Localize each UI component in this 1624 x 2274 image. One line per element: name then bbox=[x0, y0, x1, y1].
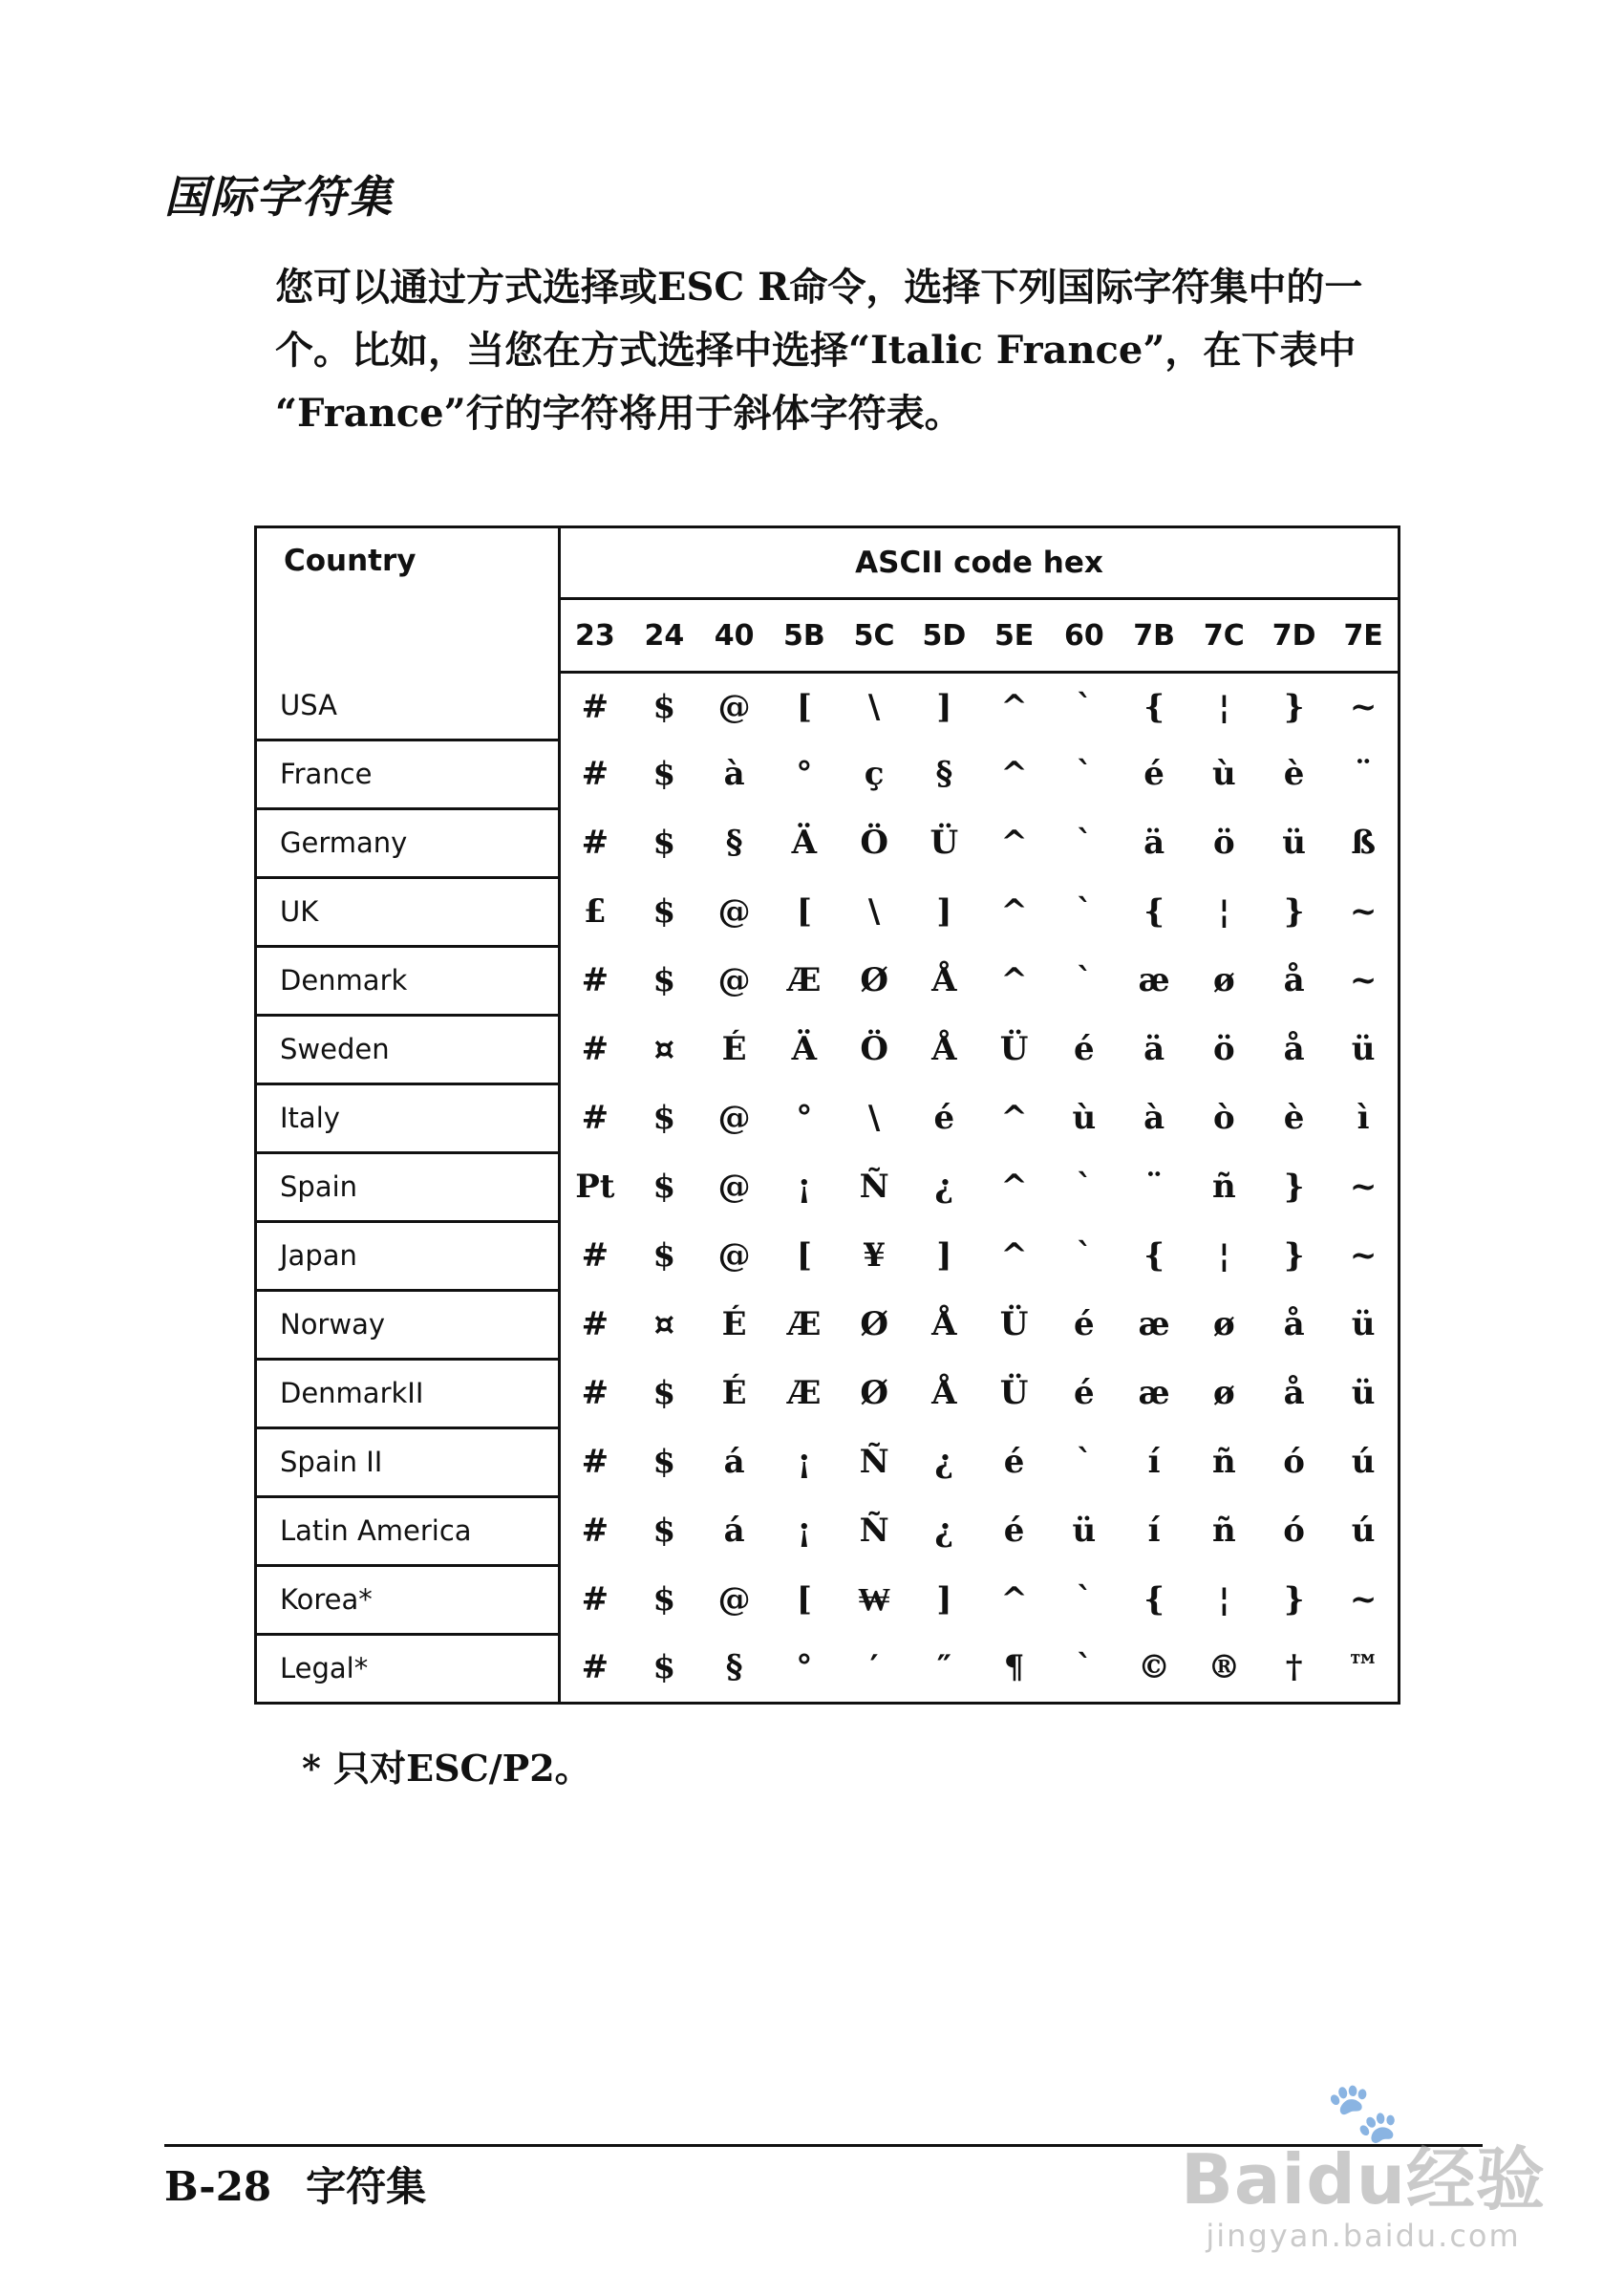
char-cell: ₩ bbox=[858, 1580, 891, 1619]
char-cell: ñ bbox=[1212, 1512, 1236, 1550]
char-cell: £ bbox=[584, 892, 607, 931]
char-cell: } bbox=[1283, 892, 1305, 931]
char-cell: [ bbox=[796, 1236, 812, 1275]
char-cell: ` bbox=[1076, 892, 1093, 931]
char-cell: é bbox=[1003, 1443, 1025, 1481]
char-cell: # bbox=[581, 1443, 609, 1481]
char-cell: ¤ bbox=[653, 1030, 675, 1068]
char-cell: } bbox=[1283, 1236, 1305, 1275]
char-cell: ù bbox=[1212, 755, 1236, 793]
char-cell: ¨ bbox=[1145, 1168, 1163, 1206]
watermark-url: jingyan.baidu.com bbox=[1206, 2218, 1521, 2254]
char-cell: [ bbox=[796, 892, 812, 931]
char-cell: ` bbox=[1076, 1443, 1093, 1481]
char-cell: § bbox=[725, 1648, 743, 1687]
char-cell: ] bbox=[936, 1236, 952, 1275]
char-cell: é bbox=[1074, 1305, 1095, 1343]
char-cell: ¿ bbox=[934, 1443, 954, 1481]
char-cell: # bbox=[581, 755, 609, 793]
hex-code-header: 7D bbox=[1259, 599, 1329, 673]
char-cell: Æ bbox=[787, 1305, 822, 1343]
page-number: B-28 bbox=[164, 2163, 272, 2210]
hex-code-header: 23 bbox=[560, 599, 630, 673]
table-row bbox=[256, 1496, 1400, 1565]
char-cell: ° bbox=[796, 755, 813, 793]
char-cell: ø bbox=[1213, 961, 1235, 999]
country-cell: DenmarkII bbox=[256, 1359, 560, 1427]
char-cell: ^ bbox=[1000, 892, 1028, 931]
table-row bbox=[256, 1290, 1400, 1359]
hex-code-header: 7C bbox=[1189, 599, 1259, 673]
intro-line: 个。比如，当您在方式选择中选择“Italic France”，在下表中 bbox=[275, 328, 1357, 373]
char-cell: \ bbox=[867, 1099, 881, 1137]
char-cell: @ bbox=[717, 1580, 751, 1619]
table-row bbox=[256, 877, 1400, 946]
char-cell: ` bbox=[1076, 1580, 1093, 1619]
char-cell: # bbox=[581, 1580, 609, 1619]
section-heading: 国际字符集 bbox=[164, 171, 394, 223]
char-cell: ¡ bbox=[797, 1443, 812, 1481]
country-cell: Spain bbox=[256, 1152, 560, 1221]
char-cell: \ bbox=[867, 687, 881, 726]
char-cell: å bbox=[1283, 1374, 1305, 1412]
char-cell: É bbox=[721, 1305, 747, 1343]
char-cell: $ bbox=[652, 755, 676, 793]
char-cell: [ bbox=[796, 1580, 812, 1619]
char-cell: ` bbox=[1076, 1236, 1093, 1275]
char-cell: æ bbox=[1138, 1374, 1170, 1412]
char-cell: ′ bbox=[869, 1648, 879, 1687]
char-cell: # bbox=[581, 1374, 609, 1412]
watermark-brand: Baidu经验 bbox=[1181, 2139, 1546, 2220]
char-cell: ø bbox=[1213, 1374, 1235, 1412]
char-cell: Ü bbox=[999, 1374, 1029, 1412]
char-cell: é bbox=[1003, 1512, 1025, 1550]
table-row bbox=[256, 1565, 1400, 1634]
char-cell: $ bbox=[652, 1374, 676, 1412]
table-row bbox=[256, 1221, 1400, 1290]
char-cell: É bbox=[721, 1030, 747, 1068]
char-cell: í bbox=[1147, 1512, 1161, 1550]
char-cell: Æ bbox=[787, 961, 822, 999]
char-cell: ~ bbox=[1349, 1236, 1378, 1275]
country-cell: Germany bbox=[256, 808, 560, 877]
char-cell: Å bbox=[931, 1374, 957, 1412]
char-cell: ú bbox=[1351, 1512, 1376, 1550]
char-cell: † bbox=[1285, 1648, 1303, 1687]
char-cell: $ bbox=[652, 1236, 676, 1275]
char-cell: } bbox=[1283, 687, 1305, 726]
char-cell: ø bbox=[1213, 1305, 1235, 1343]
char-cell: á bbox=[723, 1512, 745, 1550]
char-cell: ^ bbox=[1000, 824, 1028, 862]
char-cell: ü bbox=[1351, 1374, 1376, 1412]
table-row bbox=[256, 1359, 1400, 1427]
char-cell: $ bbox=[652, 961, 676, 999]
char-cell: Ñ bbox=[859, 1512, 889, 1550]
char-cell: Ñ bbox=[859, 1168, 889, 1206]
char-cell: æ bbox=[1138, 1305, 1170, 1343]
country-cell: Japan bbox=[256, 1221, 560, 1290]
char-cell: $ bbox=[652, 1580, 676, 1619]
char-cell: æ bbox=[1138, 961, 1170, 999]
intro-paragraph bbox=[275, 256, 1507, 445]
char-cell: ^ bbox=[1000, 1099, 1028, 1137]
char-cell: [ bbox=[796, 687, 812, 726]
country-cell: Norway bbox=[256, 1290, 560, 1359]
char-cell: ^ bbox=[1000, 1168, 1028, 1206]
char-cell: ¿ bbox=[934, 1168, 954, 1206]
country-cell: UK bbox=[256, 877, 560, 946]
char-cell: § bbox=[725, 824, 743, 862]
char-cell: Ä bbox=[791, 1030, 818, 1068]
char-cell: ` bbox=[1076, 687, 1093, 726]
char-cell: é bbox=[1074, 1030, 1095, 1068]
char-cell: ^ bbox=[1000, 755, 1028, 793]
char-cell: @ bbox=[717, 961, 751, 999]
char-cell: Ä bbox=[791, 824, 818, 862]
char-cell: í bbox=[1147, 1443, 1161, 1481]
char-cell: ^ bbox=[1000, 961, 1028, 999]
char-cell: ä bbox=[1143, 1030, 1165, 1068]
hex-code-header: 40 bbox=[699, 599, 769, 673]
char-cell: ¦ bbox=[1218, 1236, 1230, 1275]
char-cell: ~ bbox=[1349, 961, 1378, 999]
char-cell: # bbox=[581, 1099, 609, 1137]
char-cell: ü bbox=[1282, 824, 1306, 862]
hex-code-header: 24 bbox=[630, 599, 699, 673]
char-cell: è bbox=[1283, 755, 1305, 793]
char-cell: Pt bbox=[575, 1168, 615, 1206]
char-cell: á bbox=[723, 1443, 745, 1481]
country-column-header: Country bbox=[256, 527, 560, 673]
char-cell: # bbox=[581, 1030, 609, 1068]
char-cell: ` bbox=[1076, 961, 1093, 999]
char-cell: å bbox=[1283, 1305, 1305, 1343]
char-cell: $ bbox=[652, 1512, 676, 1550]
table-row bbox=[256, 1634, 1400, 1703]
char-cell: $ bbox=[652, 824, 676, 862]
char-cell: ¶ bbox=[1003, 1648, 1025, 1687]
char-cell: § bbox=[935, 755, 953, 793]
hex-code-header: 60 bbox=[1049, 599, 1119, 673]
char-cell: ~ bbox=[1349, 1168, 1378, 1206]
char-cell: @ bbox=[717, 1168, 751, 1206]
char-cell: ¦ bbox=[1218, 1580, 1230, 1619]
char-cell: } bbox=[1283, 1168, 1305, 1206]
char-cell: Å bbox=[931, 1030, 957, 1068]
char-cell: # bbox=[581, 1236, 609, 1275]
char-cell: Ü bbox=[930, 824, 959, 862]
char-cell: à bbox=[723, 755, 745, 793]
char-cell: Ü bbox=[999, 1305, 1029, 1343]
country-cell: Denmark bbox=[256, 946, 560, 1015]
char-cell: ¦ bbox=[1218, 687, 1230, 726]
country-cell: Korea* bbox=[256, 1565, 560, 1634]
char-cell: ¥ bbox=[863, 1236, 886, 1275]
country-cell: Sweden bbox=[256, 1015, 560, 1083]
char-cell: } bbox=[1283, 1580, 1305, 1619]
char-cell: å bbox=[1283, 961, 1305, 999]
char-cell: # bbox=[581, 1648, 609, 1687]
char-cell: ü bbox=[1072, 1512, 1097, 1550]
country-cell: Legal* bbox=[256, 1634, 560, 1703]
intro-line: “France”行的字符将用于斜体字符表。 bbox=[275, 391, 963, 436]
char-cell: # bbox=[581, 961, 609, 999]
paw-icon: 🐾 bbox=[1326, 2077, 1400, 2147]
char-cell: Ö bbox=[860, 1030, 888, 1068]
intro-line: 您可以通过方式选择或ESC R命令，选择下列国际字符集中的一 bbox=[275, 265, 1363, 310]
char-cell: ` bbox=[1076, 755, 1093, 793]
char-cell: $ bbox=[652, 1168, 676, 1206]
char-cell: $ bbox=[652, 1443, 676, 1481]
char-cell: ö bbox=[1213, 1030, 1235, 1068]
char-cell: à bbox=[1143, 1099, 1165, 1137]
hex-code-header: 5B bbox=[769, 599, 839, 673]
country-cell: Spain II bbox=[256, 1427, 560, 1496]
char-cell: é bbox=[1074, 1374, 1095, 1412]
char-cell: ß bbox=[1351, 824, 1377, 862]
char-cell: ° bbox=[796, 1099, 813, 1137]
hex-code-header: 5E bbox=[979, 599, 1049, 673]
char-cell: Ø bbox=[860, 1305, 888, 1343]
char-cell: ® bbox=[1207, 1648, 1241, 1687]
char-cell: $ bbox=[652, 687, 676, 726]
char-cell: @ bbox=[717, 1099, 751, 1137]
hex-code-header: 7E bbox=[1329, 599, 1399, 673]
char-cell: ó bbox=[1283, 1512, 1305, 1550]
char-cell: ¦ bbox=[1218, 892, 1230, 931]
char-cell: ü bbox=[1351, 1030, 1376, 1068]
char-cell: ™ bbox=[1347, 1648, 1380, 1687]
char-cell: ^ bbox=[1000, 1236, 1028, 1275]
char-cell: ì bbox=[1357, 1099, 1370, 1137]
char-cell: ] bbox=[936, 1580, 952, 1619]
char-cell: É bbox=[721, 1374, 747, 1412]
char-cell: Ü bbox=[999, 1030, 1029, 1068]
country-cell: France bbox=[256, 740, 560, 808]
baidu-watermark bbox=[1181, 2077, 1546, 2255]
char-cell: Å bbox=[931, 961, 957, 999]
char-cell: ñ bbox=[1212, 1168, 1236, 1206]
char-cell: ~ bbox=[1349, 892, 1378, 931]
char-cell: ^ bbox=[1000, 687, 1028, 726]
table-row bbox=[256, 1427, 1400, 1496]
char-cell: ú bbox=[1351, 1443, 1376, 1481]
char-cell: { bbox=[1143, 1580, 1165, 1619]
char-cell: Ø bbox=[860, 1374, 888, 1412]
char-cell: ] bbox=[936, 892, 952, 931]
char-cell: ù bbox=[1072, 1099, 1097, 1137]
page-footer bbox=[164, 2156, 426, 2213]
char-cell: ò bbox=[1213, 1099, 1235, 1137]
table-row bbox=[256, 1152, 1400, 1221]
char-cell: \ bbox=[867, 892, 881, 931]
char-cell: # bbox=[581, 824, 609, 862]
char-cell: ~ bbox=[1349, 1580, 1378, 1619]
char-cell: é bbox=[1143, 755, 1165, 793]
char-cell: ó bbox=[1283, 1443, 1305, 1481]
char-cell: Å bbox=[931, 1305, 957, 1343]
char-cell: $ bbox=[652, 892, 676, 931]
char-cell: ] bbox=[936, 687, 952, 726]
table-row bbox=[256, 1015, 1400, 1083]
char-cell: Ø bbox=[860, 961, 888, 999]
char-cell: è bbox=[1283, 1099, 1305, 1137]
char-cell: ^ bbox=[1000, 1580, 1028, 1619]
char-cell: { bbox=[1143, 687, 1165, 726]
table-row bbox=[256, 740, 1400, 808]
char-cell: ç bbox=[864, 755, 885, 793]
char-cell: { bbox=[1143, 892, 1165, 931]
char-cell: ¿ bbox=[934, 1512, 954, 1550]
footnote: * 只对ESC/P2。 bbox=[302, 1747, 591, 1790]
char-cell: ″ bbox=[936, 1648, 951, 1687]
char-cell: © bbox=[1138, 1648, 1171, 1687]
char-cell: Æ bbox=[787, 1374, 822, 1412]
ascii-code-header: ASCII code hex bbox=[560, 527, 1400, 599]
char-cell: Ö bbox=[860, 824, 888, 862]
char-cell: Ñ bbox=[859, 1443, 889, 1481]
table-row bbox=[256, 673, 1400, 740]
char-cell: ` bbox=[1076, 824, 1093, 862]
char-cell: ¨ bbox=[1355, 755, 1372, 793]
hex-code-header: 5D bbox=[909, 599, 979, 673]
char-cell: é bbox=[933, 1099, 955, 1137]
char-cell: @ bbox=[717, 687, 751, 726]
char-cell: $ bbox=[652, 1648, 676, 1687]
hex-code-header: 5C bbox=[840, 599, 909, 673]
char-cell: # bbox=[581, 1512, 609, 1550]
char-cell: ° bbox=[796, 1648, 813, 1687]
char-cell: ö bbox=[1213, 824, 1235, 862]
country-cell: USA bbox=[256, 673, 560, 740]
hex-code-header: 7B bbox=[1120, 599, 1189, 673]
char-cell: ~ bbox=[1349, 687, 1378, 726]
charset-table bbox=[254, 526, 1400, 1705]
char-cell: ñ bbox=[1212, 1443, 1236, 1481]
table-row bbox=[256, 946, 1400, 1015]
char-cell: @ bbox=[717, 892, 751, 931]
char-cell: ä bbox=[1143, 824, 1165, 862]
country-cell: Italy bbox=[256, 1083, 560, 1152]
char-cell: ¡ bbox=[797, 1168, 812, 1206]
char-cell: @ bbox=[717, 1236, 751, 1275]
table-row bbox=[256, 808, 1400, 877]
char-cell: ` bbox=[1076, 1168, 1093, 1206]
char-cell: ¤ bbox=[653, 1305, 675, 1343]
charset-table-body bbox=[256, 673, 1400, 1704]
table-row bbox=[256, 1083, 1400, 1152]
char-cell: # bbox=[581, 687, 609, 726]
footer-section-title: 字符集 bbox=[306, 2163, 427, 2210]
char-cell: { bbox=[1143, 1236, 1165, 1275]
char-cell: # bbox=[581, 1305, 609, 1343]
char-cell: $ bbox=[652, 1099, 676, 1137]
char-cell: ¡ bbox=[797, 1512, 812, 1550]
char-cell: ` bbox=[1076, 1648, 1093, 1687]
char-cell: ü bbox=[1351, 1305, 1376, 1343]
char-cell: å bbox=[1283, 1030, 1305, 1068]
country-cell: Latin America bbox=[256, 1496, 560, 1565]
